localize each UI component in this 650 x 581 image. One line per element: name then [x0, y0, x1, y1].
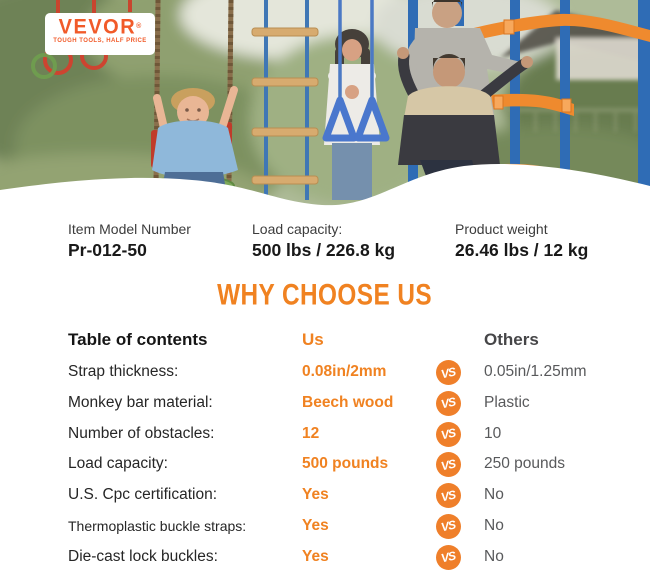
spec-item-model	[68, 221, 191, 262]
spec-value: 500 lbs / 226.8 kg	[252, 240, 396, 260]
others-value: No	[484, 516, 504, 534]
spec-label: Item Model Number	[68, 221, 191, 237]
spec-label: Load capacity:	[252, 221, 343, 237]
others-value: 10	[484, 424, 502, 442]
row-label: Thermoplastic buckle straps:	[68, 517, 247, 534]
vs-icon: VS	[436, 514, 461, 539]
vs-icon: VS	[436, 391, 461, 416]
us-value: Yes	[302, 516, 329, 534]
us-value: 12	[302, 424, 320, 442]
row-label: U.S. Cpc certification:	[68, 486, 218, 504]
row-label: Monkey bar material:	[68, 393, 213, 411]
table-row	[0, 357, 650, 388]
vs-icon: VS	[436, 422, 461, 447]
vevor-logo	[45, 13, 155, 55]
table-row	[0, 388, 650, 419]
us-value: Beech wood	[302, 393, 394, 411]
header-table-of-contents: Table of contents	[68, 330, 208, 349]
others-value: No	[484, 547, 504, 565]
header-others: Others	[484, 330, 539, 349]
table-row	[0, 419, 650, 450]
vs-icon: VS	[436, 452, 461, 477]
us-value: Yes	[302, 486, 329, 504]
others-value: 0.05in/1.25mm	[484, 363, 587, 380]
row-label: Load capacity:	[68, 455, 168, 473]
comparison-header-row	[0, 329, 650, 351]
row-label: Number of obstacles:	[68, 424, 215, 442]
us-value: 0.08in/2mm	[302, 363, 387, 380]
hero-photo	[0, 0, 650, 230]
vs-icon: VS	[436, 360, 461, 385]
spec-value: 26.46 lbs / 12 kg	[455, 240, 589, 260]
comparison-table	[0, 329, 650, 573]
vs-icon: VS	[436, 483, 461, 508]
vs-icon: VS	[436, 545, 461, 570]
others-value: Plastic	[484, 393, 530, 411]
spec-item-weight	[455, 221, 588, 262]
comparison-rows	[0, 357, 650, 573]
table-row	[0, 449, 650, 480]
spec-label: Product weight	[455, 221, 548, 237]
vevor-tagline: TOUGH TOOLS, HALF PRICE	[53, 38, 147, 44]
spec-value: Pr-012-50	[68, 240, 147, 260]
registered-trademark-icon: ®	[136, 22, 142, 31]
us-value: Yes	[302, 547, 329, 565]
table-row	[0, 511, 650, 542]
table-row	[0, 542, 650, 573]
others-value: No	[484, 486, 504, 504]
spec-item-load-capacity	[252, 221, 395, 262]
spec-row	[0, 221, 650, 269]
vevor-logo-text: VEVOR®	[58, 15, 142, 39]
table-row	[0, 480, 650, 511]
us-value: 500 pounds	[302, 455, 389, 473]
row-label: Die-cast lock buckles:	[68, 547, 218, 565]
section-heading: WHY CHOOSE US	[217, 278, 433, 311]
header-us: Us	[302, 330, 324, 349]
row-label: Strap thickness:	[68, 363, 179, 380]
others-value: 250 pounds	[484, 455, 566, 473]
